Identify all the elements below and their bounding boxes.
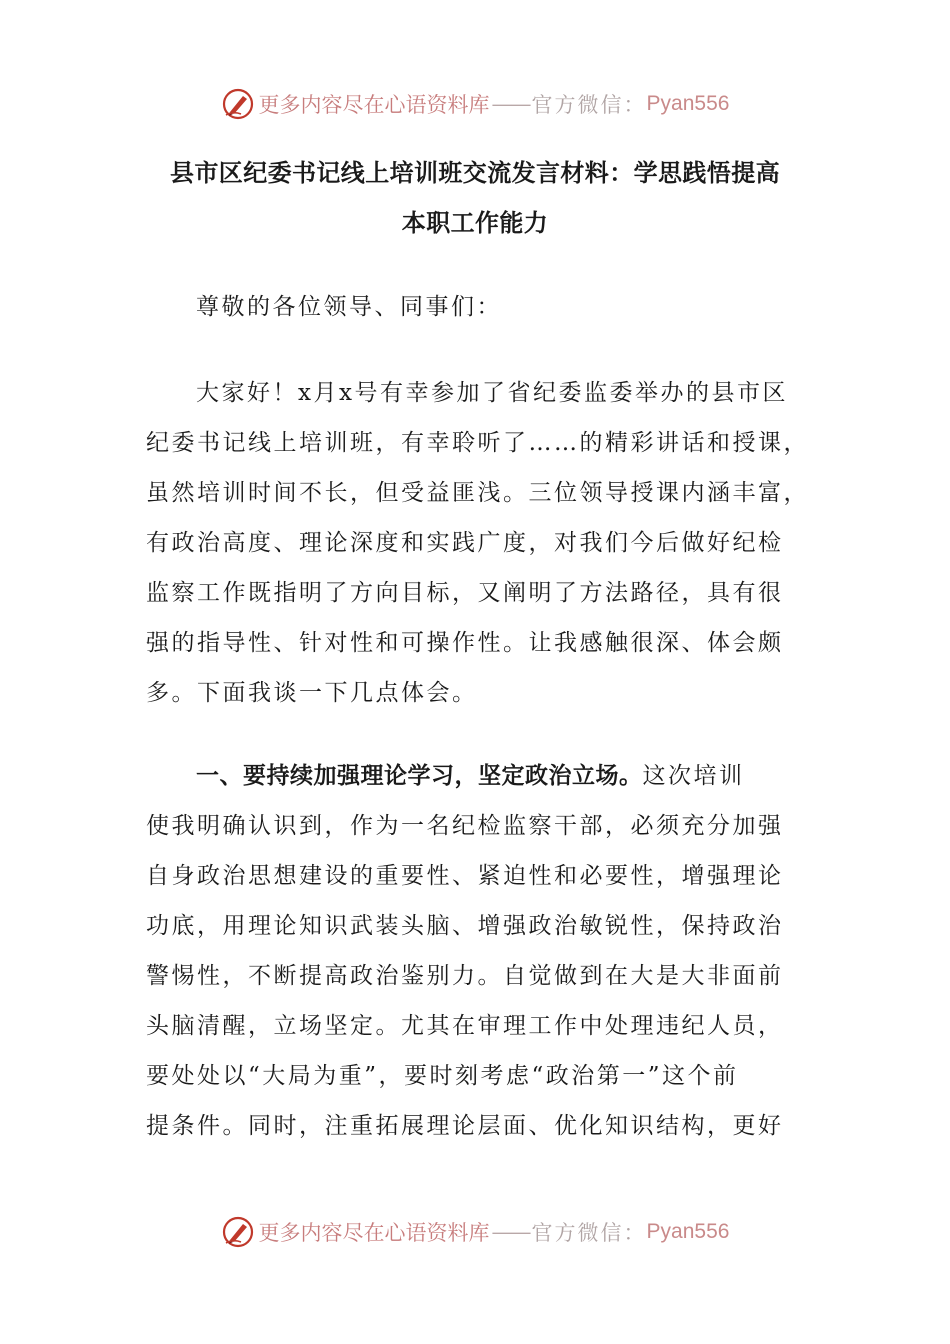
section-1-paragraph <box>146 751 806 1151</box>
section-1-first-line <box>146 751 806 801</box>
title-line-2: 本职工作能力 <box>401 209 549 237</box>
intro-line: 多。下面我谈一下几点体会。 <box>146 680 478 706</box>
section-1-line: 要处处以“大局为重”，要时刻考虑“政治第一”这个前 <box>146 1063 739 1089</box>
watermark-brand: 更多内容尽在心语资料库 <box>258 93 490 117</box>
watermark-dash: —— <box>491 1220 530 1244</box>
pen-logo-icon <box>221 87 255 121</box>
watermark-brand: 更多内容尽在心语资料库 <box>258 1221 490 1245</box>
section-1-line: 自身政治思想建设的重要性、紧迫性和必要性，增强理论 <box>146 863 784 889</box>
intro-line: 虽然培训时间不长，但受益匪浅。三位领导授课内涵丰富， <box>146 480 809 506</box>
greeting-paragraph <box>146 282 806 332</box>
pen-logo-icon <box>221 1215 255 1249</box>
section-1-line: 头脑清醒，立场坚定。尤其在审理工作中处理违纪人员， <box>146 1013 784 1039</box>
section-1-line: 提条件。同时，注重拓展理论层面、优化知识结构，更好 <box>146 1113 784 1139</box>
document-title <box>120 148 830 248</box>
section-1-heading: 一、要持续加强理论学习，坚定政治立场。 <box>196 763 643 789</box>
intro-line: 强的指导性、针对性和可操作性。让我感触很深、体会颇 <box>146 630 784 656</box>
intro-paragraph <box>146 368 809 718</box>
intro-line: 有政治高度、理论深度和实践广度，对我们今后做好纪检 <box>146 530 784 556</box>
section-1-line: 警惕性，不断提高政治鉴别力。自觉做到在大是大非面前 <box>146 963 784 989</box>
section-1-line: 功底，用理论知识武装头脑、增强政治敏锐性，保持政治 <box>146 913 784 939</box>
watermark-dash: —— <box>491 92 530 116</box>
greeting-line: 尊敬的各位领导、同事们： <box>196 294 502 320</box>
title-line-1: 县市区纪委书记线上培训班交流发言材料：学思践悟提高 <box>170 159 780 187</box>
watermark-wechat-id: Pyan556 <box>646 92 730 115</box>
watermark-header <box>0 82 950 126</box>
section-1-first-tail: 这次培训 <box>642 763 745 789</box>
watermark-wechat-id: Pyan556 <box>646 1220 730 1243</box>
intro-line: 监察工作既指明了方向目标，又阐明了方法路径，具有很 <box>146 580 784 606</box>
intro-line: 大家好！x月x号有幸参加了省纪委监委举办的县市区 <box>196 380 788 406</box>
intro-line: 纪委书记线上培训班，有幸聆听了……的精彩讲话和授课， <box>146 430 809 456</box>
section-1-line: 使我明确认识到，作为一名纪检监察干部，必须充分加强 <box>146 813 784 839</box>
watermark-label: 官方微信： <box>531 93 647 117</box>
watermark-footer <box>0 1210 950 1254</box>
watermark-label: 官方微信： <box>531 1221 647 1245</box>
